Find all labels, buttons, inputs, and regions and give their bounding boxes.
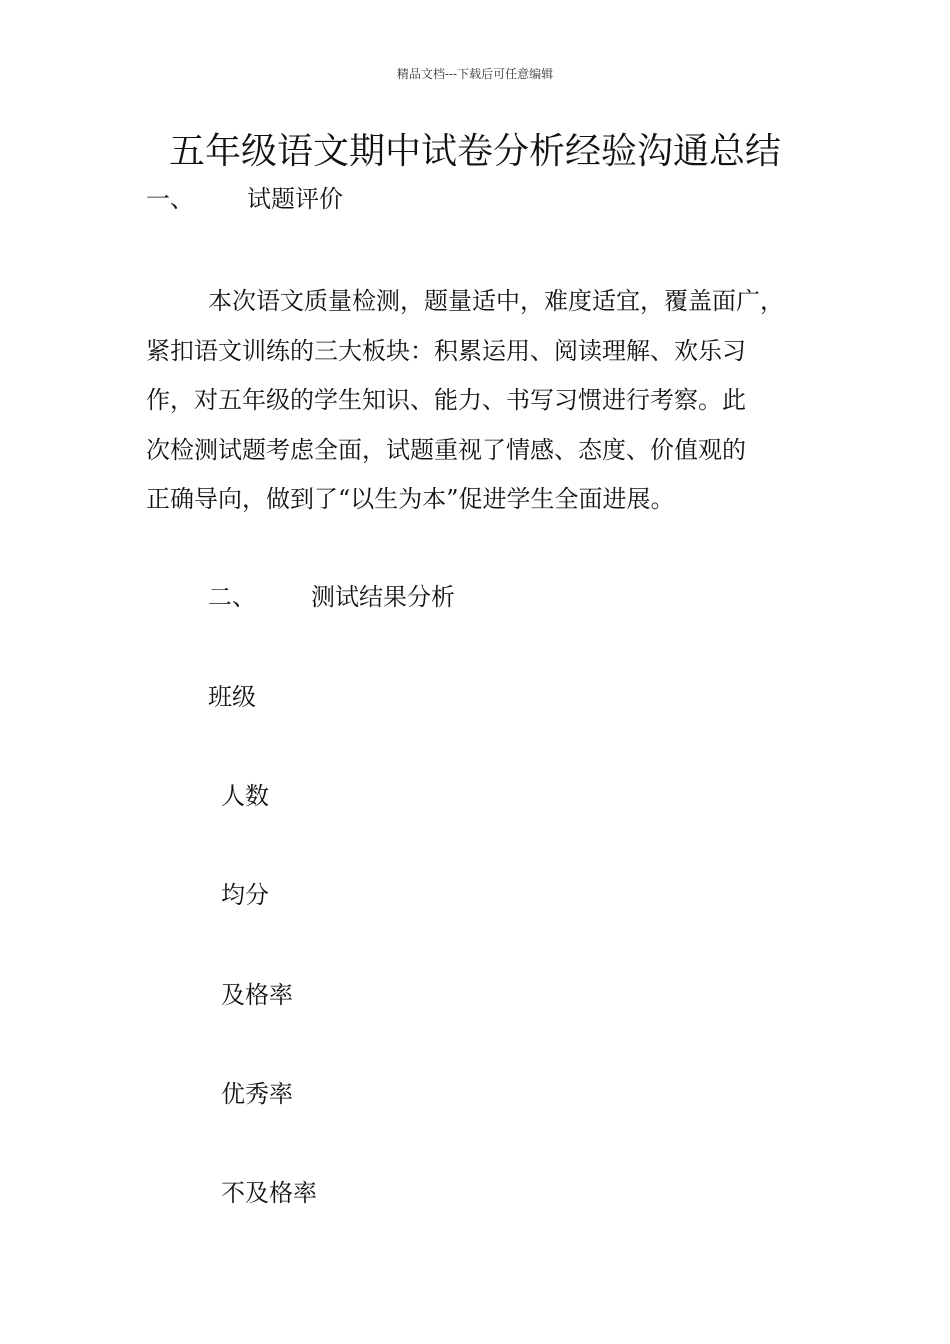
evaluation-paragraph — [146, 277, 818, 525]
paragraph-line: 作，对五年级的学生知识、能力、书写习惯进行考察。此 — [146, 386, 746, 415]
paragraph-line: 次检测试题考虑全面，试题重视了情感、态度、价值观的 — [146, 435, 746, 464]
paragraph-line: 紧扣语文训练的三大板块：积累运用、阅读理解、欢乐习 — [146, 336, 746, 365]
section-heading-1 — [146, 181, 343, 217]
label-pass-rate: 及格率 — [221, 981, 293, 1009]
section-number: 一、 — [146, 185, 194, 213]
paragraph-line: 本次语文质量检测，题量适中，难度适宜，覆盖面广， — [208, 287, 784, 315]
label-average: 均分 — [221, 881, 269, 909]
label-fail-rate: 不及格率 — [221, 1179, 317, 1207]
section-heading-2 — [208, 579, 455, 615]
paragraph-line: 正确导向，做到了“以生为本”促进学生全面进展。 — [146, 485, 675, 514]
label-count: 人数 — [221, 782, 269, 810]
document-title: 五年级语文期中试卷分析经验沟通总结 — [168, 131, 781, 172]
section-heading-text: 测试结果分析 — [311, 583, 455, 611]
page-header: 精品文档---下载后可任意编辑 — [396, 67, 554, 81]
label-class: 班级 — [208, 683, 256, 711]
section-heading-text: 试题评价 — [247, 185, 343, 213]
section-number: 二、 — [208, 583, 256, 611]
label-excellent-rate: 优秀率 — [221, 1080, 293, 1108]
